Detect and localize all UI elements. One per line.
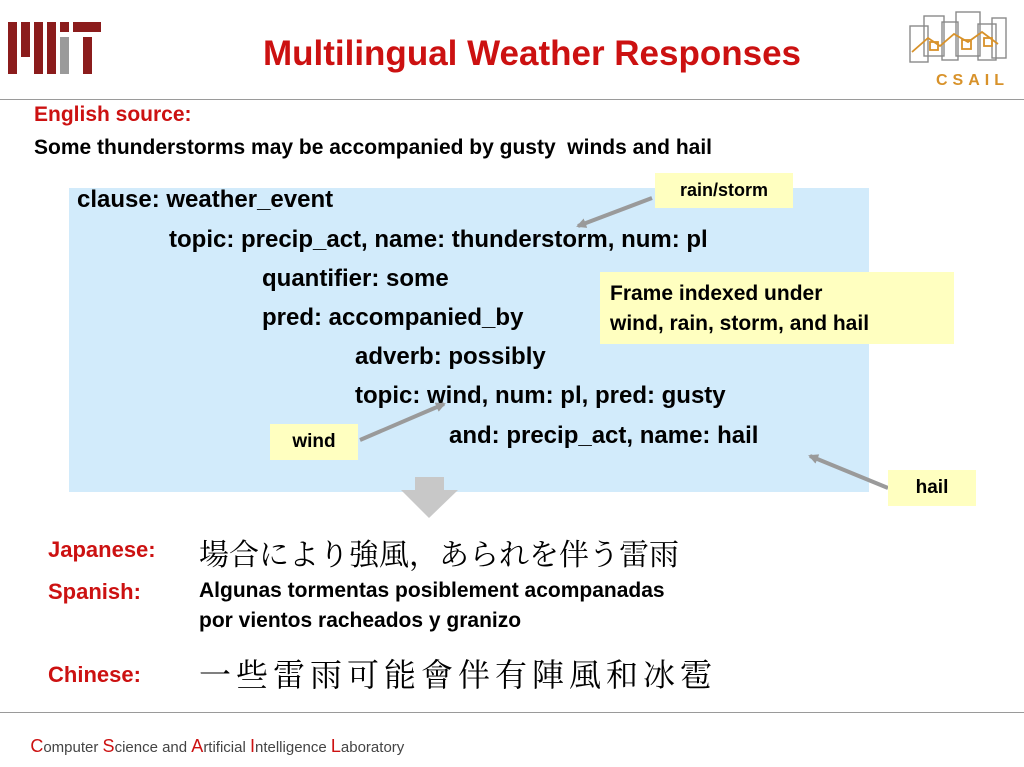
footer-initial-s: S	[102, 736, 115, 756]
footer-word-intelligence: ntelligence	[255, 739, 331, 756]
footer-word-science: cience and	[114, 739, 192, 756]
spanish-label: Spanish:	[48, 579, 141, 604]
page-title: Multilingual Weather Responses	[262, 34, 802, 73]
footer-initial-i: I	[249, 736, 255, 756]
japanese-text: 場合により強風，あられを伴う雷雨	[199, 538, 679, 573]
wind-label: wind	[270, 424, 358, 460]
frame-line-quantifier: quantifier: some	[262, 265, 449, 292]
footer-lab-name	[22, 719, 404, 757]
footer-word-laboratory: aboratory	[340, 739, 405, 756]
arrow-wind	[360, 404, 444, 440]
frame-index-line1: Frame indexed under	[610, 282, 823, 305]
footer-divider	[0, 712, 1024, 713]
frame-line-clause: clause: weather_event	[77, 186, 334, 213]
frame-index-line2: wind, rain, storm, and hail	[610, 312, 870, 335]
english-source-sentence: Some thunderstorms may be accompanied by gusty winds and hail	[34, 136, 712, 159]
frame-line-and-hail: and: precip_act, name: hail	[449, 422, 759, 449]
frame-line-topic-thunderstorm: topic: precip_act, name: thunderstorm, num: pl	[169, 226, 708, 253]
english-source-label: English source:	[34, 103, 192, 126]
spanish-text-line2: por vientos racheados y granizo	[199, 609, 522, 632]
arrow-rain-storm	[578, 198, 652, 226]
footer-word-computer: omputer	[43, 739, 103, 756]
chinese-label: Chinese:	[48, 662, 141, 687]
footer-word-artificial: rtificial	[203, 739, 250, 756]
arrow-hail	[810, 456, 888, 488]
frame-line-adverb: adverb: possibly	[355, 343, 546, 370]
csail-logo-text: CSAIL	[936, 72, 1009, 89]
hail-label: hail	[888, 470, 976, 506]
footer-initial-c: C	[30, 736, 44, 756]
japanese-label: Japanese:	[48, 537, 156, 562]
spanish-text-line1: Algunas tormentas posiblement acompanadas	[199, 579, 665, 602]
frame-line-topic-wind: topic: wind, num: pl, pred: gusty	[355, 382, 726, 409]
down-arrow	[401, 477, 458, 518]
frame-index-note	[600, 272, 954, 344]
frame-line-pred: pred: accompanied_by	[262, 304, 524, 331]
chinese-text: 一些雷雨可能會伴有陣風和冰雹	[199, 656, 718, 694]
footer-initial-a: A	[191, 736, 204, 756]
footer-initial-l: L	[330, 736, 341, 756]
rain-storm-label: rain/storm	[655, 173, 793, 208]
